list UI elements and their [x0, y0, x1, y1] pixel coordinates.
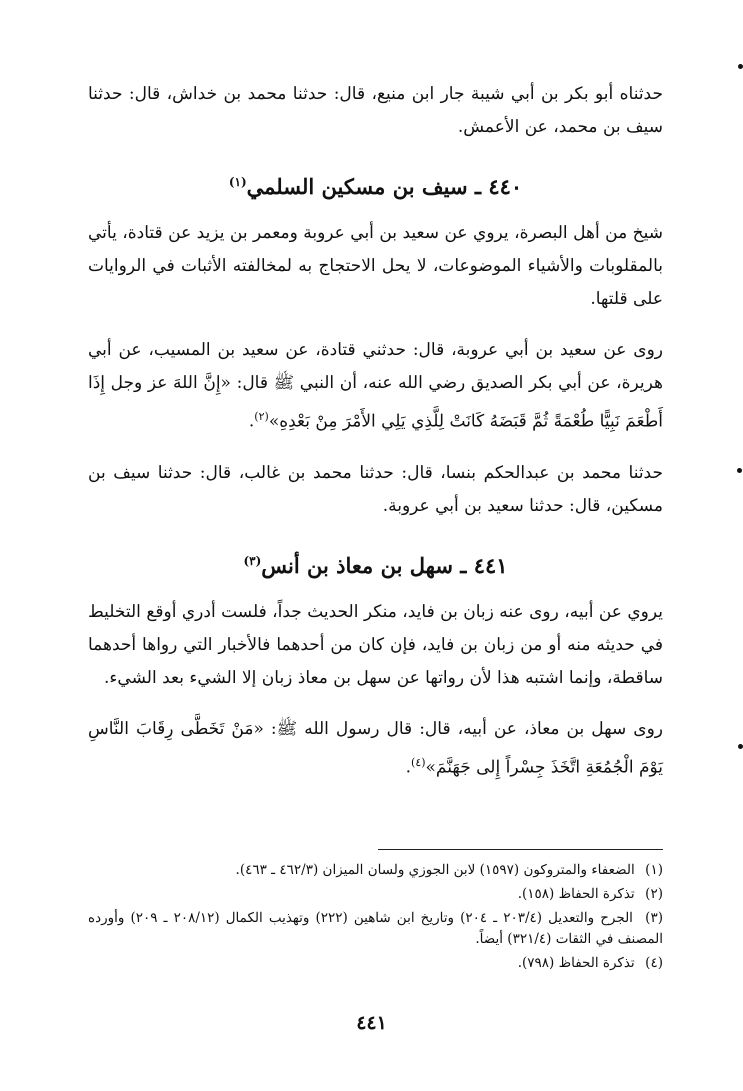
entry-heading-441 — [88, 541, 663, 586]
entry-441-hadith-text: روى سهل بن معاذ، عن أبيه، قال: قال رسول الله ﷺ: «مَنْ تَخَطَّى رِقَابَ النَّاسِ يَوْمَ الْجُمُعَةِ اتَّخَذَ جِسْراً إِلى جَهَنَّمَ» — [88, 718, 663, 778]
page-body — [88, 78, 663, 784]
entry-heading-441-title: ٤٤١ ـ سهل بن معاذ بن أنس — [261, 552, 508, 578]
entry-440-hadith-text: روى عن سعيد بن أبي عروبة، قال: حدثني قتادة، عن سعيد بن المسيب، عن أبي هريرة، عن أبي بكر الصديق رضي الله عنه، أن النبي ﷺ قال: «إِنَّ اللهَ عز وجل إِذَا أَطْعَمَ نَبِيًّا طُعْمَةً ثُمَّ قَبَضَهُ كَانَتْ لِلَّذِي يَلِي الأَمْرَ مِنْ بَعْدِهِ» — [88, 340, 663, 432]
footnote-3 — [88, 908, 663, 950]
entry-441-description: يروي عن أبيه، روى عنه زبان بن فايد، منكر الحديث جداً، فلست أدري أوقع التخليط في حديثه منه أو من زبان بن فايد، فإن كان من أحدهما فالأخبار التي رواها أحدهما ساقطة، وإنما اشتبه هذا لأن رواتها عن سهل بن معاذ زبان إلا الشيء بعد الشيء. — [88, 601, 663, 688]
footnote-divider — [378, 849, 663, 850]
entry-441-hadith — [88, 713, 663, 785]
footnote-number: (٤) — [645, 955, 663, 971]
footnote-1 — [88, 860, 663, 881]
margin-dot — [738, 744, 743, 749]
footnote-number: (٢) — [645, 886, 663, 902]
footnote-4 — [88, 953, 663, 974]
footnote-text: تذكرة الحفاظ (١٥٨). — [517, 886, 635, 902]
page-number: ٤٤١ — [356, 1012, 387, 1034]
footnotes-section — [88, 849, 663, 977]
footnote-number: (٣) — [645, 910, 663, 926]
entry-440-hadith-footnote-ref: (٢) — [254, 410, 269, 423]
entry-440-hadith-end: . — [248, 411, 255, 432]
footnote-number: (١) — [645, 862, 663, 878]
margin-dot — [737, 468, 742, 473]
entry-heading-440 — [88, 162, 663, 207]
footnote-text: الضعفاء والمتروكون (١٥٩٧) لابن الجوزي ولسان الميزان (٤٦٢/٣ ـ ٤٦٣). — [235, 862, 635, 878]
entry-heading-440-footnote-ref: (١) — [228, 175, 247, 189]
footnote-text: الجرح والتعديل (٢٠٣/٤ ـ ٢٠٤) وتاريخ ابن شاهين (٢٢٢) وتهذيب الكمال (٢٠٨/١٢ ـ ٢٠٩) وأورده المصنف في الثقات (٣٢١/٤) أيضاً. — [88, 910, 663, 947]
entry-440-hadith — [88, 334, 663, 439]
entry-440-description: شيخ من أهل البصرة، يروي عن سعيد بن أبي عروبة ومعمر بن يزيد عن قتادة، يأتي بالمقلوبات والأشياء الموضوعات، لا يحل الاحتجاج به لمخالفته الأثبات في الروايات على قلتها. — [88, 223, 663, 309]
entry-heading-441-footnote-ref: (٣) — [243, 553, 262, 568]
footnote-text: تذكرة الحفاظ (٧٩٨). — [517, 955, 635, 971]
margin-dot — [738, 64, 743, 69]
entry-heading-440-title: ٤٤٠ ـ سيف بن مسكين السلمي — [246, 174, 523, 199]
footnote-2 — [88, 884, 663, 905]
entry-441-hadith-footnote-ref: (٤) — [411, 755, 426, 769]
entry-441-hadith-end: . — [405, 757, 412, 778]
entry-440-chain: حدثنا محمد بن عبدالحكم بنسا، قال: حدثنا محمد بن غالب، قال: حدثنا سيف بن مسكين، قال: حدثنا سعيد بن أبي عروبة. — [88, 462, 663, 516]
chain-paragraph: حدثناه أبو بكر بن أبي شيبة جار ابن منيع، قال: حدثنا محمد بن خداش، قال: حدثنا سيف بن محمد، عن الأعمش. — [88, 84, 663, 137]
